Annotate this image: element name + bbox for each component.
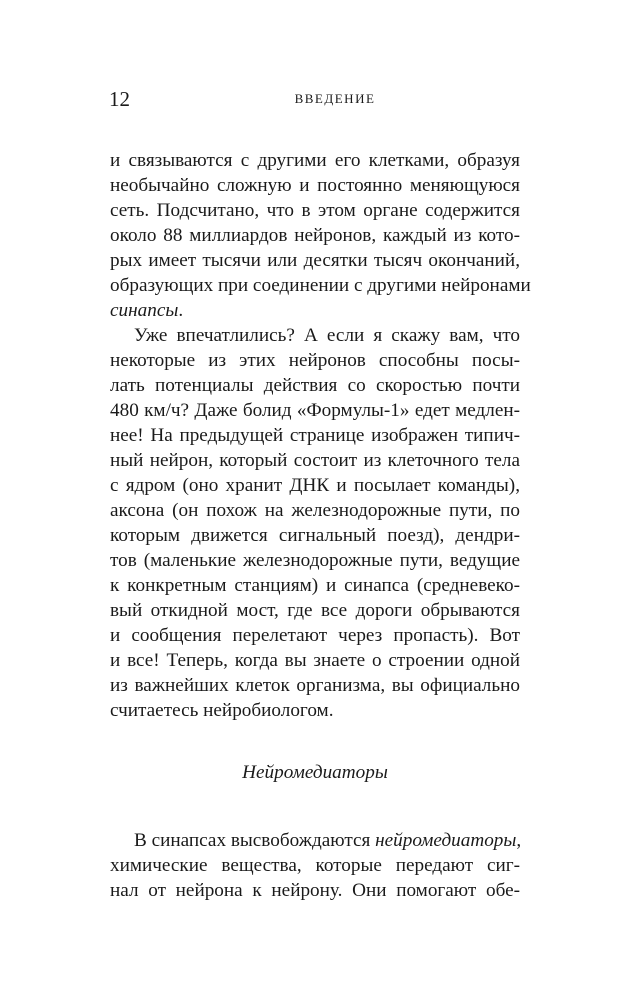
italic-term: синапсы [110,300,179,321]
text-line: и связываются с другими его клетками, образуя [110,150,520,171]
text-line: сеть. Подсчитано, что в этом органе содержится [110,200,520,221]
punctuation: . [178,300,184,321]
text-line: около 88 миллиардов нейронов, каждый из кото- [110,225,520,246]
text-line: вый откидной мост, где все дороги обрываются [110,600,520,621]
text-line: ный нейрон, который состоит из клеточного тела [110,450,520,471]
text-line: аксона (он похож на железнодорожные пути, по [110,500,520,521]
italic-term: нейромедиаторы [375,830,517,851]
text-line: нал от нейрона к нейрону. Они помогают обе- [110,880,520,901]
text-line [110,828,520,853]
text-line: образующих при соединении с другими нейронами [110,275,531,296]
text-line: к конкретным станциям) и синапса (средневеко- [110,575,520,596]
text-line: 480 км/ч? Даже болид «Формулы-1» едет медлен- [110,400,520,421]
text-line: и сообщения перелетают через пропасть). Вот [110,625,520,646]
text-line: Уже впечатлились? А если я скажу вам, что [134,325,520,346]
text-line: с ядром (оно хранит ДНК и посылает команды), [110,475,520,496]
text-line: лать потенциалы действия со скоростью почти [110,375,520,396]
text-line: считаетесь нейробиологом. [110,700,334,721]
text-line: нее! На предыдущей странице изображен типич- [110,425,520,446]
paragraph-2 [110,323,520,723]
text-line: некоторые из этих нейронов способны посы- [110,350,520,371]
text-line: химические вещества, которые передают сиг- [110,855,520,876]
text-line: рых имеет тысячи или десятки тысяч окончаний, [110,250,520,271]
section-heading: Нейромедиаторы [242,762,388,783]
text-line: и все! Теперь, когда вы знаете о строении одной [110,650,520,671]
paragraph-3 [110,828,520,903]
page-number: 12 [109,87,130,111]
paragraph-1 [110,148,531,323]
text-run: В синапсах высвобождаются [134,830,376,851]
text-line [110,298,520,323]
text-line: которым движется сигнальный поезд), дендри- [110,525,520,546]
text-line: из важнейших клеток организма, вы официально [110,675,520,696]
text-line: тов (маленькие железнодорожные пути, ведущие [110,550,520,571]
punctuation: , [516,830,522,851]
text-line: необычайно сложную и постоянно меняющуюся [110,175,520,196]
running-head: ВВЕДЕНИЕ [294,91,376,106]
